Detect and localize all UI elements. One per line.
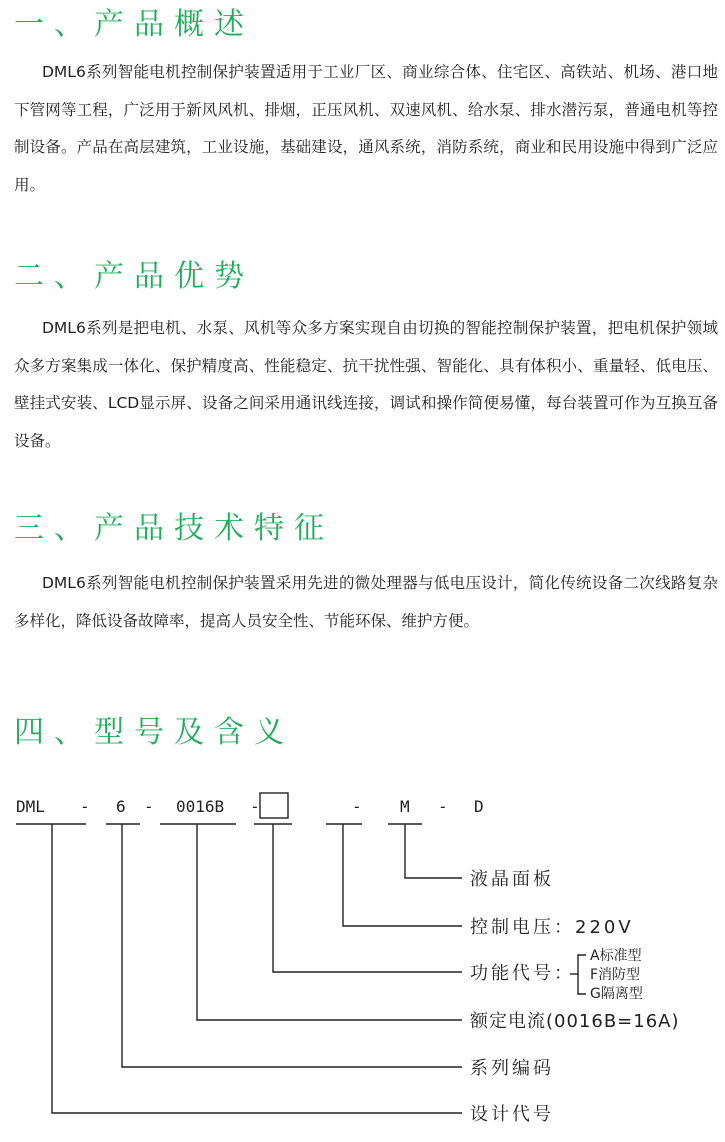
section-title-features: 三、产品技术特征 — [14, 511, 334, 546]
label-series-code: 系列编码 — [470, 1058, 554, 1079]
label-control-voltage: 控制电压：220V — [470, 917, 634, 938]
code-segment-d: D — [474, 797, 484, 816]
code-dash-1: - — [80, 797, 90, 816]
code-segment-series: 6 — [116, 797, 126, 816]
code-dash-4: - — [352, 797, 362, 816]
leader-control-voltage — [343, 824, 462, 926]
code-dash-5: - — [438, 797, 448, 816]
leader-lcd-panel — [405, 824, 462, 878]
leader-function-code — [273, 824, 462, 972]
code-dash-3: - — [250, 797, 260, 816]
label-function-f: F消防型 — [590, 967, 641, 983]
overview-paragraph: DML6系列智能电机控制保护装置适用于工业厂区、商业综合体、住宅区、高铁站、机场、港口地下管网等工程，广泛用于新风风机、排烟，正压风机、双速风机、给水泵、排水潜污泵，普通电机等控制设备。产品在高层建筑，工业设施，基础建设，通风系统，消防系统，商业和民用设施中得到广泛应用。 — [14, 63, 718, 194]
code-segment-current: 0016B — [176, 797, 225, 816]
features-paragraph: DML6系列智能电机控制保护装置采用先进的微处理器与低电压设计，简化传统设备二次线路复杂多样化，降低设备故障率，提高人员安全性、节能环保、维护方便。 — [14, 574, 718, 630]
section-title-model: 四、型号及含义 — [14, 715, 294, 750]
leader-series-code — [122, 824, 462, 1067]
code-segment-dml: DML — [16, 797, 45, 816]
label-lcd-panel: 液晶面板 — [470, 869, 554, 890]
label-rated-current: 额定电流(0016B=16A) — [470, 1011, 680, 1032]
code-dash-2: - — [144, 797, 154, 816]
section-title-advantages: 二、产品优势 — [14, 259, 254, 294]
leader-design-code — [52, 824, 462, 1113]
label-function-g: G隔离型 — [590, 986, 643, 1002]
function-bracket — [578, 955, 586, 994]
label-function-a: A标准型 — [590, 948, 642, 964]
leader-rated-current — [197, 824, 462, 1020]
label-function-code: 功能代号： — [470, 963, 575, 984]
section-title-overview: 一、产品概述 — [14, 7, 254, 42]
function-code-box — [260, 793, 288, 818]
advantages-paragraph: DML6系列是把电机、水泵、风机等众多方案实现自由切换的智能控制保护装置，把电机保护领域众多方案集成一体化、保护精度高、性能稳定、抗干扰性强、智能化、具有体积小、重量轻、低电压、壁挂式安装、LCD显示屏、设备之间采用通讯线连接，调试和操作简便易懂，每台装置可作为互换互备设备。 — [14, 319, 718, 450]
label-design-code: 设计代号 — [470, 1104, 554, 1125]
code-segment-m: M — [400, 797, 410, 816]
